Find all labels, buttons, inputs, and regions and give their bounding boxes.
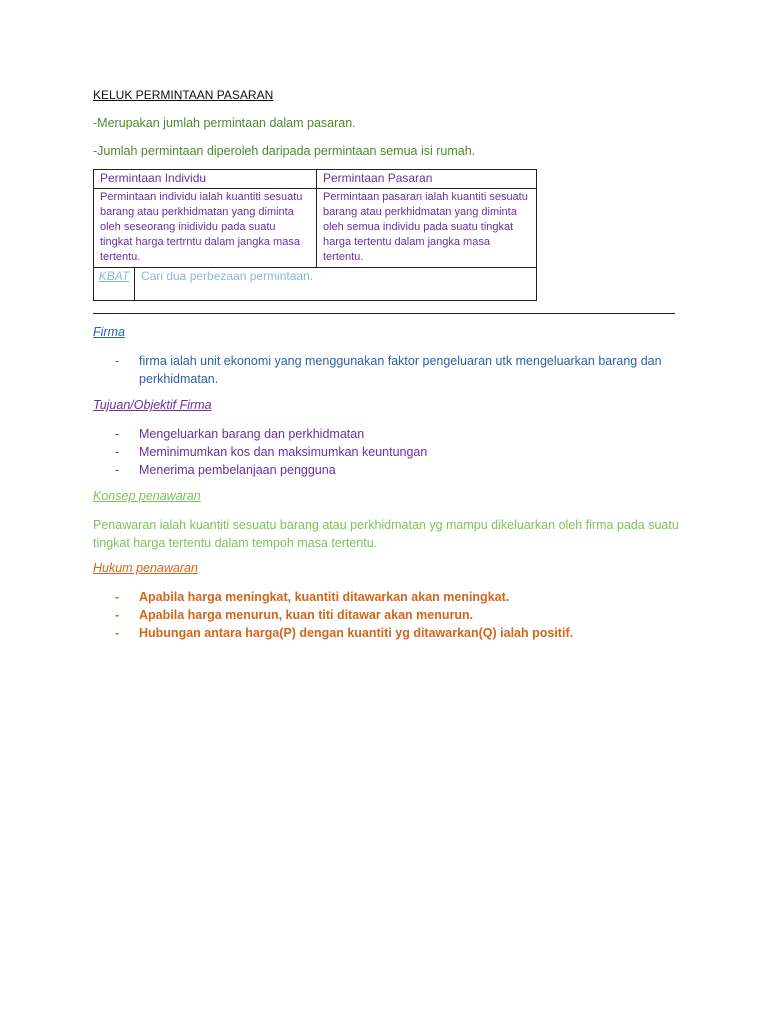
dash-bullet: - bbox=[115, 463, 120, 477]
list-item bbox=[93, 588, 573, 606]
intro-line-2: -Jumlah permintaan diperoleh daripada permintaan semua isi rumah. bbox=[93, 144, 476, 158]
list-item bbox=[93, 624, 573, 642]
comparison-table bbox=[93, 169, 537, 301]
document-title: KELUK PERMINTAAN PASARAN bbox=[93, 88, 274, 102]
list-item bbox=[93, 443, 427, 461]
table-row bbox=[94, 189, 537, 268]
hukum-heading: Hukum penawaran bbox=[93, 561, 198, 575]
list-item bbox=[93, 352, 668, 388]
tujuan-item: Menerima pembelanjaan pengguna bbox=[139, 463, 336, 477]
tujuan-item: Meminimumkan kos dan maksimumkan keuntungan bbox=[139, 445, 428, 459]
dash-bullet: - bbox=[115, 445, 120, 459]
individu-definition: Permintaan individu ialah kuantiti sesuatu barang atau perkhidmatan yang diminta oleh seseorang inidividu pada suatu tingkat harga tertrntu dalam jangka masa tertentu. bbox=[94, 189, 317, 268]
list-item bbox=[93, 606, 573, 624]
hukum-item: Apabila harga meningkat, kuantiti ditawarkan akan meningkat. bbox=[139, 590, 510, 604]
dash-bullet: - bbox=[115, 590, 120, 604]
firma-list bbox=[93, 352, 668, 388]
kbat-row bbox=[94, 268, 537, 301]
list-item bbox=[93, 461, 427, 479]
firma-heading: Firma bbox=[93, 325, 125, 339]
dash-bullet: - bbox=[115, 354, 120, 368]
list-item bbox=[93, 425, 427, 443]
header-permintaan-individu: Permintaan Individu bbox=[94, 170, 317, 189]
konsep-heading: Konsep penawaran bbox=[93, 489, 201, 503]
dash-bullet: - bbox=[115, 427, 120, 441]
kbat-question: Cari dua perbezaan permintaan. bbox=[135, 268, 537, 301]
table-header-row bbox=[94, 170, 537, 189]
tujuan-item: Mengeluarkan barang dan perkhidmatan bbox=[139, 427, 365, 441]
kbat-label: KBAT bbox=[94, 268, 135, 301]
firma-definition: firma ialah unit ekonomi yang menggunakan faktor pengeluaran utk mengeluarkan barang dan perkhidmatan. bbox=[139, 354, 662, 386]
tujuan-list bbox=[93, 425, 427, 479]
pasaran-definition: Permintaan pasaran ialah kuantiti sesuatu barang atau perkhidmatan yang diminta oleh semua individu pada suatu tingkat harga tertentu dalam jangka masa tertentu. bbox=[317, 189, 537, 268]
dash-bullet: - bbox=[115, 608, 120, 622]
hukum-item: Hubungan antara harga(P) dengan kuantiti yg ditawarkan(Q) ialah positif. bbox=[139, 626, 574, 640]
intro-line-1: -Merupakan jumlah permintaan dalam pasaran. bbox=[93, 116, 356, 130]
horizontal-divider bbox=[93, 313, 675, 314]
hukum-list bbox=[93, 588, 573, 642]
konsep-paragraph: Penawaran ialah kuantiti sesuatu barang atau perkhidmatan yg mampu dikeluarkan oleh firma pada suatu tingkat harga tertentu dalam tempoh masa tertentu. bbox=[93, 518, 679, 550]
hukum-item: Apabila harga menurun, kuan titi ditawar akan menurun. bbox=[139, 608, 474, 622]
tujuan-heading: Tujuan/Objektif Firma bbox=[93, 398, 212, 412]
header-permintaan-pasaran: Permintaan Pasaran bbox=[317, 170, 537, 189]
dash-bullet: - bbox=[115, 626, 120, 640]
